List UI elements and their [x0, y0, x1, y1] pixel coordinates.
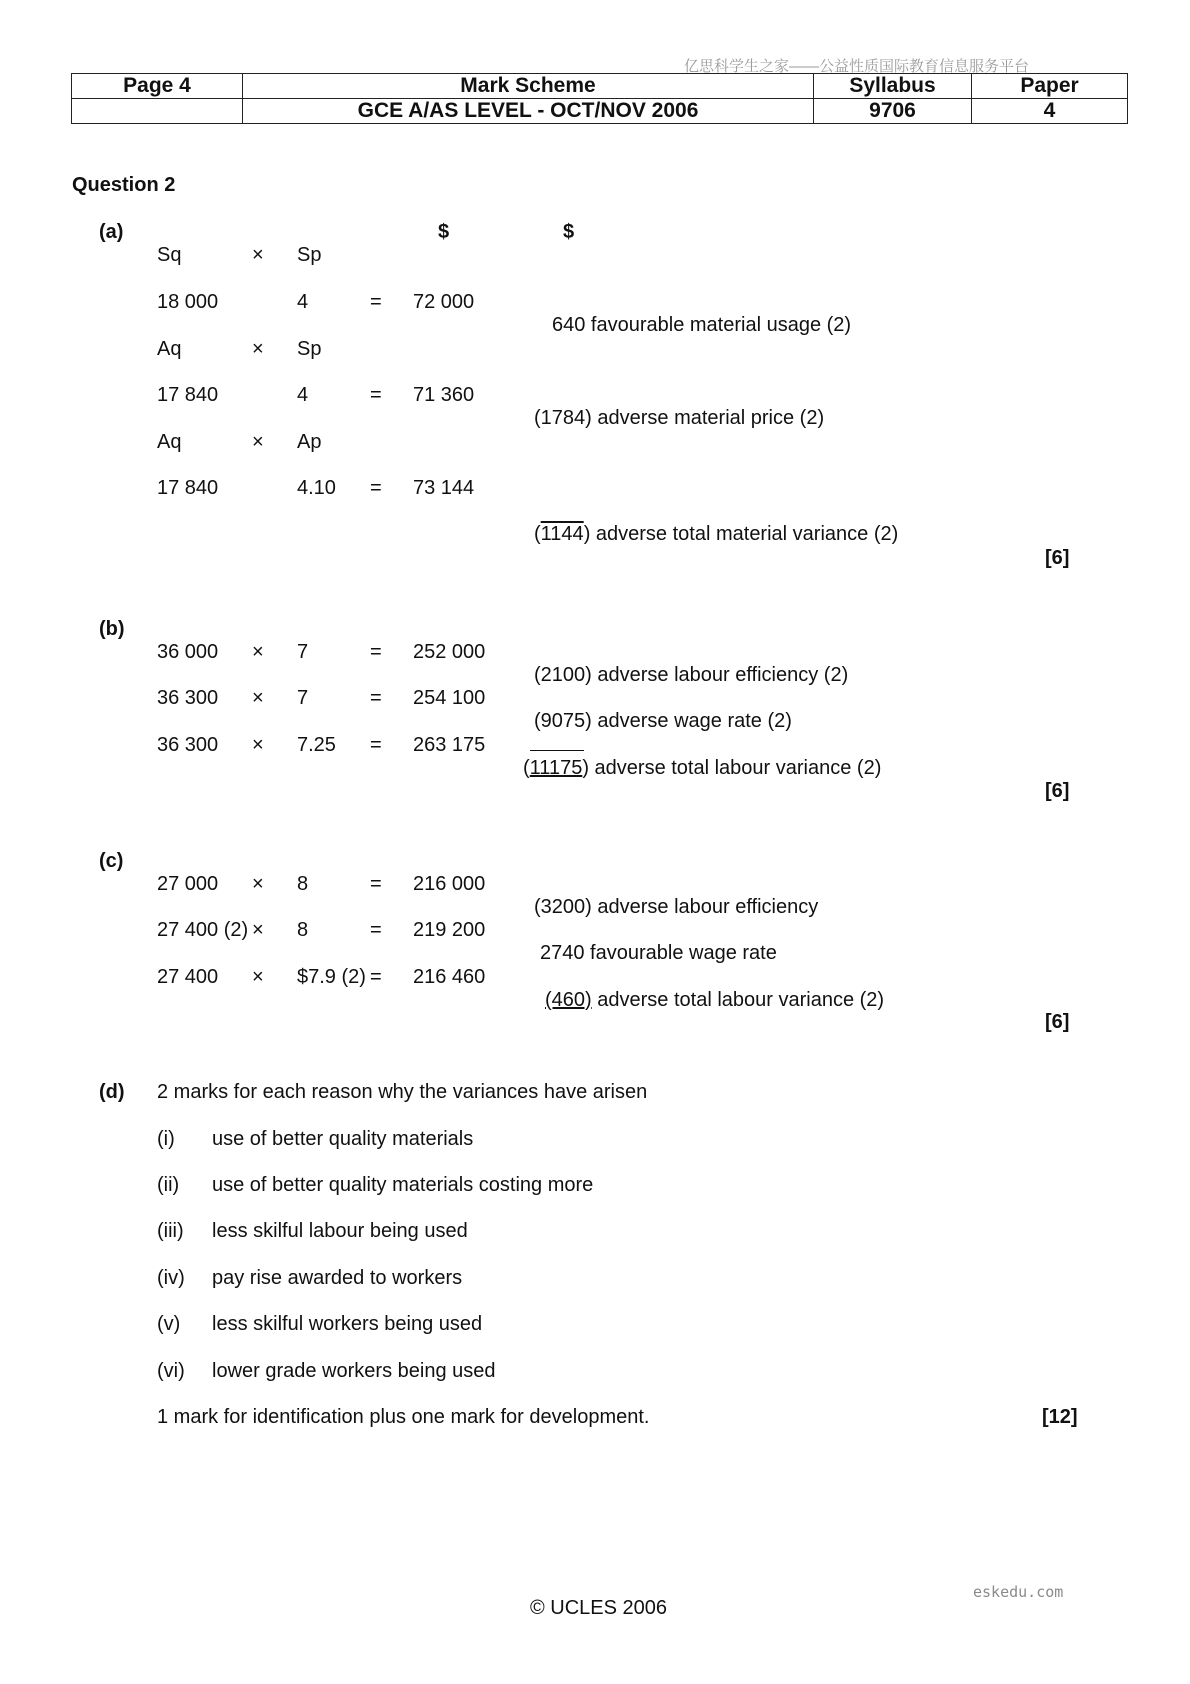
part-a-row-4-col-2: 4 [297, 384, 309, 406]
part-a-row-5-col-1: Aq [157, 431, 182, 453]
part-c-row-1-col-2: 8 [297, 873, 309, 895]
part-d-item-4-num: (iv) [157, 1267, 185, 1289]
part-b-row-1-equals: = [370, 641, 382, 663]
part-a-row-4-equals: = [370, 384, 382, 406]
part-b-total-variance [523, 756, 881, 780]
part-b-row-3-op: × [252, 734, 264, 756]
part-b-row-3-col-3: 263 175 [413, 734, 486, 756]
part-c-row-1-op: × [252, 873, 264, 895]
question-title: Question 2 [72, 174, 176, 196]
part-c-row-3-col-3: 216 460 [413, 966, 486, 988]
part-d-item-3-num: (iii) [157, 1220, 184, 1242]
part-b-row-3-col-2: 7.25 [297, 734, 336, 756]
part-a-row-4-col-1: 17 840 [157, 384, 219, 406]
part-d-item-3-text: less skilful labour being used [212, 1220, 468, 1242]
part-a-row-5-col-2: Ap [297, 431, 322, 453]
part-a-row-6-equals: = [370, 477, 382, 499]
part-d-item-6-text: lower grade workers being used [212, 1360, 496, 1382]
part-a-total-open: ( [534, 523, 541, 545]
copyright: © UCLES 2006 [530, 1597, 668, 1619]
part-b-row-2-equals: = [370, 687, 382, 709]
part-c-row-1-equals: = [370, 873, 382, 895]
part-b-row-2-op: × [252, 687, 264, 709]
part-b-row-2-col-3: 254 100 [413, 687, 486, 709]
part-b-wage-variance: (9075) adverse wage rate (2) [534, 710, 792, 732]
part-c-efficiency-variance: (3200) adverse labour efficiency [534, 896, 819, 918]
part-a-row-1-col-1: Sq [157, 244, 182, 266]
header-paper-number: 4 [972, 99, 1128, 124]
header-paper: Paper [972, 74, 1128, 99]
part-a-row-6-col-3: 73 144 [413, 477, 475, 499]
part-d-item-5-num: (v) [157, 1313, 181, 1335]
part-a-usage-variance: 640 favourable material usage (2) [552, 314, 852, 336]
part-a-dollar-2: $ [563, 221, 575, 243]
part-c-row-1-col-3: 216 000 [413, 873, 486, 895]
part-d-footer: 1 mark for identification plus one mark for development. [157, 1406, 650, 1428]
part-a-row-6-col-1: 17 840 [157, 477, 219, 499]
part-c-row-2-col-2: 8 [297, 919, 309, 941]
part-d-marks: [12] [1042, 1406, 1078, 1428]
header-blank [72, 99, 243, 124]
part-a-total-value: 1144 [540, 523, 584, 545]
part-b-label: (b) [99, 618, 125, 640]
header-table [71, 73, 1128, 124]
part-b-row-2-col-2: 7 [297, 687, 309, 709]
part-c-row-3-col-1: 27 400 [157, 966, 219, 988]
part-d-intro: 2 marks for each reason why the variances have arisen [157, 1081, 648, 1103]
part-b-total-open: ( [523, 757, 530, 779]
part-c-row-3-op: × [252, 966, 264, 988]
part-a-label: (a) [99, 221, 124, 243]
part-d-item-6-num: (vi) [157, 1360, 185, 1382]
part-c-total-variance [540, 988, 884, 1012]
header-mark-scheme: Mark Scheme [243, 74, 814, 99]
part-d-item-5-text: less skilful workers being used [212, 1313, 483, 1335]
part-b-row-2-col-1: 36 300 [157, 687, 219, 709]
watermark-bottom: eskedu.com [973, 1583, 1064, 1601]
part-b-row-1-op: × [252, 641, 264, 663]
part-b-total-value: 11175 [529, 757, 583, 779]
header-syllabus-code: 9706 [814, 99, 972, 124]
part-a-row-4-col-3: 71 360 [413, 384, 475, 406]
part-a-row-6-col-2: 4.10 [297, 477, 336, 499]
part-b-row-1-col-1: 36 000 [157, 641, 219, 663]
part-d-item-2-num: (ii) [157, 1174, 180, 1196]
part-c-total-value: (460) [545, 989, 592, 1011]
part-b-row-3-col-1: 36 300 [157, 734, 219, 756]
part-c-row-2-op: × [252, 919, 264, 941]
part-d-item-4-text: pay rise awarded to workers [212, 1267, 463, 1289]
header-exam-title: GCE A/AS LEVEL - OCT/NOV 2006 [243, 99, 814, 124]
part-a-row-3-op: × [252, 338, 264, 360]
part-b-efficiency-variance: (2100) adverse labour efficiency (2) [534, 664, 849, 686]
part-b-total-rule [530, 750, 584, 751]
header-syllabus: Syllabus [814, 74, 972, 99]
part-c-row-2-equals: = [370, 919, 382, 941]
header-page: Page 4 [72, 74, 243, 99]
part-c-wage-variance: 2740 favourable wage rate [540, 942, 777, 964]
part-d-item-2-text: use of better quality materials costing more [212, 1174, 594, 1196]
header-row-1 [72, 74, 1128, 99]
part-d-label: (d) [99, 1081, 125, 1103]
part-a-total-rest: ) adverse total material variance (2) [583, 523, 899, 545]
part-a-total-variance [534, 522, 898, 546]
part-c-row-3-equals: = [370, 966, 382, 988]
part-a-marks: [6] [1045, 547, 1070, 569]
part-a-dollar-1: $ [438, 221, 450, 243]
part-c-label: (c) [99, 850, 124, 872]
part-a-row-3-col-2: Sp [297, 338, 322, 360]
part-c-row-1-col-1: 27 000 [157, 873, 219, 895]
part-c-total-rest: adverse total labour variance (2) [591, 989, 885, 1011]
part-a-row-2-col-2: 4 [297, 291, 309, 313]
part-d-item-1-text: use of better quality materials [212, 1128, 474, 1150]
part-a-row-1-op: × [252, 244, 264, 266]
part-c-row-3-col-2: $7.9 (2) [297, 966, 366, 988]
part-b-row-3-equals: = [370, 734, 382, 756]
part-b-marks: [6] [1045, 780, 1070, 802]
part-a-row-3-col-1: Aq [157, 338, 182, 360]
part-a-row-2-col-3: 72 000 [413, 291, 475, 313]
part-a-row-5-op: × [252, 431, 264, 453]
part-a-row-2-equals: = [370, 291, 382, 313]
part-a-price-variance: (1784) adverse material price (2) [534, 407, 825, 429]
part-d-item-1-num: (i) [157, 1128, 175, 1150]
part-a-row-1-col-2: Sp [297, 244, 322, 266]
part-a-row-2-col-1: 18 000 [157, 291, 219, 313]
part-b-row-1-col-3: 252 000 [413, 641, 486, 663]
part-c-marks: [6] [1045, 1011, 1070, 1033]
part-b-row-1-col-2: 7 [297, 641, 309, 663]
part-b-total-rest: ) adverse total labour variance (2) [582, 757, 882, 779]
part-c-row-2-col-3: 219 200 [413, 919, 486, 941]
part-c-row-2-col-1: 27 400 (2) [157, 919, 249, 941]
watermark-top: 亿思科学生之家——公益性质国际教育信息服务平台 [684, 58, 1030, 75]
header-row-2 [72, 99, 1128, 124]
